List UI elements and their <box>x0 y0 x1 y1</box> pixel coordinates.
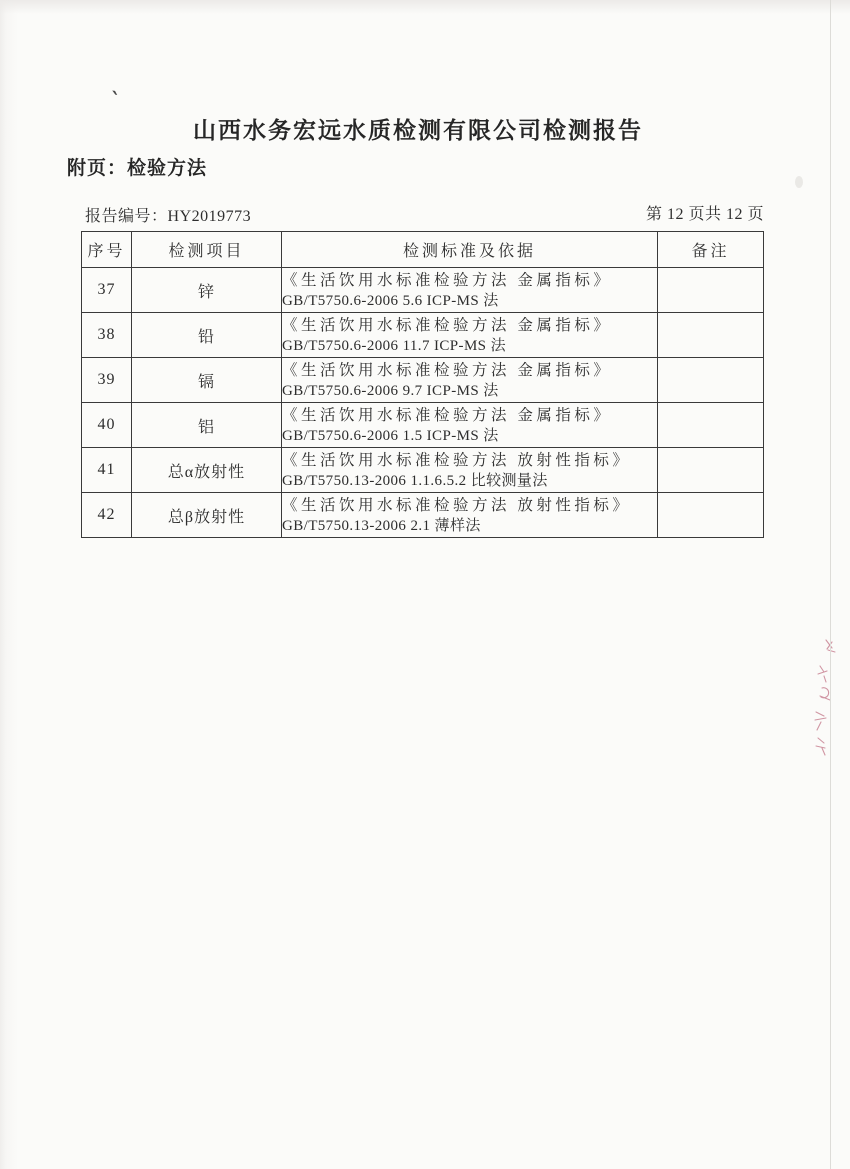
cell-standard <box>282 313 658 358</box>
cell-remark <box>658 403 764 448</box>
table-row <box>82 448 764 493</box>
cell-remark <box>658 448 764 493</box>
standard-title: 《生活饮用水标准检验方法 放射性指标》 <box>282 496 632 514</box>
scan-smudge <box>795 176 803 188</box>
standard-title: 《生活饮用水标准检验方法 金属指标》 <box>282 316 613 334</box>
cell-item: 锌 <box>132 268 282 313</box>
standard-title: 《生活饮用水标准检验方法 金属指标》 <box>282 406 613 424</box>
table-row <box>82 313 764 358</box>
header-seq: 序号 <box>82 232 132 268</box>
cell-item: 总α放射性 <box>132 448 282 493</box>
standard-title: 《生活饮用水标准检验方法 金属指标》 <box>282 271 613 289</box>
red-handwriting-mark <box>806 636 836 766</box>
cell-standard <box>282 403 658 448</box>
table-row <box>82 358 764 403</box>
test-methods-table <box>81 231 764 538</box>
cell-seq: 41 <box>82 448 132 493</box>
page-indicator: 第 12 页共 12 页 <box>645 206 764 223</box>
standard-code: GB/T5750.6-2006 9.7 ICP-MS 法 <box>282 382 499 399</box>
standard-title: 《生活饮用水标准检验方法 金属指标》 <box>282 361 613 379</box>
table-header-row <box>82 232 764 268</box>
cell-standard <box>282 448 658 493</box>
standard-code: GB/T5750.13-2006 2.1 薄样法 <box>282 517 481 534</box>
table-row <box>82 493 764 538</box>
report-number <box>85 203 251 226</box>
cell-seq: 42 <box>82 493 132 538</box>
cell-seq: 38 <box>82 313 132 358</box>
cell-remark <box>658 268 764 313</box>
header-item: 检测项目 <box>132 232 282 268</box>
cell-standard <box>282 493 658 538</box>
standard-code: GB/T5750.13-2006 1.1.6.5.2 比较测量法 <box>282 472 548 489</box>
cell-item: 铝 <box>132 403 282 448</box>
standard-code: GB/T5750.6-2006 5.6 ICP-MS 法 <box>282 292 499 309</box>
cell-standard <box>282 268 658 313</box>
pen-mark: ` <box>108 87 122 113</box>
cell-remark <box>658 493 764 538</box>
cell-remark <box>658 358 764 403</box>
cell-standard <box>282 358 658 403</box>
standard-title: 《生活饮用水标准检验方法 放射性指标》 <box>282 451 632 469</box>
table-row <box>82 268 764 313</box>
cell-item: 铅 <box>132 313 282 358</box>
appendix-heading: 附页：检验方法 <box>67 158 208 179</box>
cell-item: 镉 <box>132 358 282 403</box>
cell-remark <box>658 313 764 358</box>
cell-seq: 37 <box>82 268 132 313</box>
header-standard: 检测标准及依据 <box>282 232 658 268</box>
cell-seq: 40 <box>82 403 132 448</box>
cell-item: 总β放射性 <box>132 493 282 538</box>
page-title: 山西水务宏远水质检测有限公司检测报告 <box>193 117 643 143</box>
cell-seq: 39 <box>82 358 132 403</box>
table-row <box>82 403 764 448</box>
header-remark: 备注 <box>658 232 764 268</box>
report-number-value: HY2019773 <box>167 208 252 225</box>
standard-code: GB/T5750.6-2006 1.5 ICP-MS 法 <box>282 427 499 444</box>
report-number-label: 报告编号： <box>85 208 168 225</box>
standard-code: GB/T5750.6-2006 11.7 ICP-MS 法 <box>282 337 506 354</box>
page-edge-shadow <box>830 0 831 1169</box>
